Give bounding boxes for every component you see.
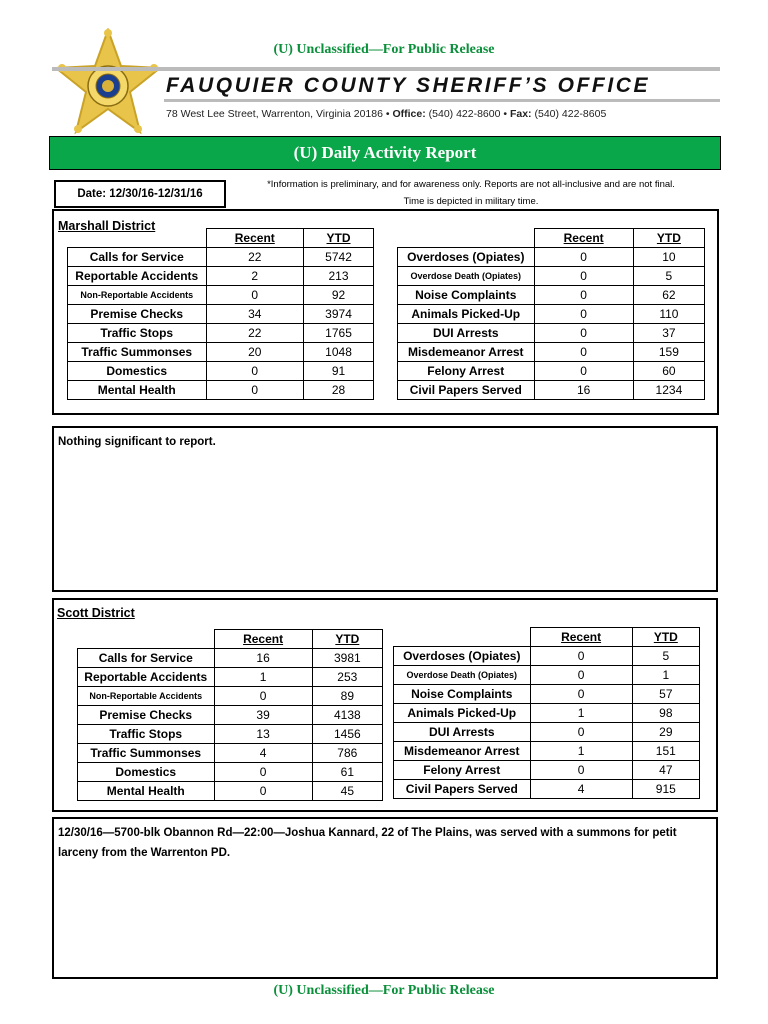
recent-value: 1 [530, 742, 632, 761]
recent-value: 1 [530, 704, 632, 723]
ytd-header: YTD [312, 630, 382, 649]
sheriff-star-badge-icon [52, 28, 164, 136]
recent-header: Recent [530, 628, 632, 647]
ytd-value: 60 [633, 362, 704, 381]
row-label: Calls for Service [78, 649, 215, 668]
header-rule-top [52, 67, 720, 71]
fax-label: Fax: [509, 108, 532, 120]
recent-value: 20 [206, 343, 304, 362]
marshall-district-title: Marshall District [58, 219, 156, 233]
ytd-value: 1456 [312, 725, 382, 744]
row-label: Premise Checks [68, 305, 207, 324]
recent-value: 0 [530, 723, 632, 742]
table-row [398, 381, 705, 400]
recent-value: 1 [214, 668, 312, 687]
ytd-value: 47 [632, 761, 699, 780]
ytd-value: 213 [304, 267, 374, 286]
ytd-value: 5 [633, 267, 704, 286]
agency-address-line: 78 West Lee Street, Warrenton, Virginia 20186 • Office: (540) 422-8600 • Fax: (540) 422-8605 [166, 108, 607, 120]
ytd-value: 37 [633, 324, 704, 343]
row-label: Domestics [78, 763, 215, 782]
recent-header: Recent [214, 630, 312, 649]
row-label: DUI Arrests [394, 723, 531, 742]
ytd-value: 57 [632, 685, 699, 704]
table-row [78, 649, 383, 668]
recent-value: 16 [214, 649, 312, 668]
ytd-header: YTD [633, 229, 704, 248]
classification-top: (U) Unclassified—For Public Release [273, 42, 495, 57]
ytd-value: 3981 [312, 649, 382, 668]
row-label: Traffic Stops [68, 324, 207, 343]
recent-value: 0 [530, 647, 632, 666]
recent-value: 0 [206, 286, 304, 305]
marshall-left-table [67, 228, 374, 400]
narrative-line: Nothing significant to report. [58, 436, 216, 448]
row-label: Reportable Accidents [68, 267, 207, 286]
table-row [398, 267, 705, 286]
table-row [394, 723, 700, 742]
ytd-value: 1 [632, 666, 699, 685]
ytd-value: 92 [304, 286, 374, 305]
ytd-header: YTD [632, 628, 699, 647]
table-row [394, 761, 700, 780]
row-label: Mental Health [78, 782, 215, 801]
recent-value: 0 [534, 343, 633, 362]
recent-value: 0 [534, 248, 633, 267]
row-label: Misdemeanor Arrest [394, 742, 531, 761]
agency-name: FAUQUIER COUNTY SHERIFF’S OFFICE [166, 74, 651, 97]
table-row [68, 324, 374, 343]
fax-phone: (540) 422-8605 [534, 108, 607, 120]
date-range-box: Date: 12/30/16-12/31/16 [54, 180, 226, 208]
row-label: Traffic Summonses [78, 744, 215, 763]
row-label: Traffic Summonses [68, 343, 207, 362]
recent-value: 13 [214, 725, 312, 744]
recent-value: 0 [534, 324, 633, 343]
row-label: DUI Arrests [398, 324, 535, 343]
row-label: Non-Reportable Accidents [68, 286, 207, 305]
table-row [68, 343, 374, 362]
ytd-value: 253 [312, 668, 382, 687]
row-label: Non-Reportable Accidents [78, 687, 215, 706]
header-rule-bottom [164, 99, 720, 102]
ytd-value: 1048 [304, 343, 374, 362]
recent-header: Recent [534, 229, 633, 248]
recent-value: 0 [534, 286, 633, 305]
recent-value: 0 [214, 763, 312, 782]
ytd-value: 62 [633, 286, 704, 305]
table-row [68, 248, 374, 267]
scott-district-title: Scott District [57, 606, 135, 620]
recent-value: 34 [206, 305, 304, 324]
row-label: Overdose Death (Opiates) [398, 267, 535, 286]
scott-narrative [58, 823, 713, 863]
ytd-value: 915 [632, 780, 699, 799]
table-row [68, 381, 374, 400]
recent-value: 0 [530, 666, 632, 685]
recent-value: 22 [206, 248, 304, 267]
row-label: Domestics [68, 362, 207, 381]
table-row [78, 687, 383, 706]
narrative-line: 12/30/16—5700-blk Obannon Rd—22:00—Joshua Kannard, 22 of The Plains, was served with a summons for petit [58, 827, 677, 839]
row-label: Overdose Death (Opiates) [394, 666, 531, 685]
recent-value: 4 [214, 744, 312, 763]
table-row [394, 666, 700, 685]
row-label: Civil Papers Served [398, 381, 535, 400]
row-label: Mental Health [68, 381, 207, 400]
row-label: Animals Picked-Up [394, 704, 531, 723]
row-label: Overdoses (Opiates) [394, 647, 531, 666]
row-label: Traffic Stops [78, 725, 215, 744]
row-label: Noise Complaints [394, 685, 531, 704]
report-title-banner: (U) Daily Activity Report [49, 136, 721, 170]
table-row [394, 704, 700, 723]
table-row [394, 742, 700, 761]
ytd-value: 29 [632, 723, 699, 742]
disclaimer-line-2: Time is depicted in military time. [403, 196, 539, 207]
marshall-right-table [397, 228, 705, 400]
table-row [394, 780, 700, 799]
table-row [398, 324, 705, 343]
ytd-value: 3974 [304, 305, 374, 324]
row-label: Noise Complaints [398, 286, 535, 305]
recent-value: 0 [534, 305, 633, 324]
ytd-value: 159 [633, 343, 704, 362]
recent-value: 16 [534, 381, 633, 400]
table-row [78, 668, 383, 687]
marshall-narrative [58, 432, 708, 452]
table-row [68, 267, 374, 286]
table-row [78, 763, 383, 782]
ytd-value: 61 [312, 763, 382, 782]
row-label: Felony Arrest [398, 362, 535, 381]
street-address: 78 West Lee Street, Warrenton, Virginia 20186 [166, 108, 383, 120]
table-row [78, 725, 383, 744]
ytd-value: 1765 [304, 324, 374, 343]
recent-value: 2 [206, 267, 304, 286]
row-label: Felony Arrest [394, 761, 531, 780]
classification-bottom: (U) Unclassified—For Public Release [273, 983, 495, 998]
table-row [68, 305, 374, 324]
table-row [398, 248, 705, 267]
row-label: Animals Picked-Up [398, 305, 535, 324]
recent-value: 0 [214, 782, 312, 801]
ytd-value: 91 [304, 362, 374, 381]
row-label: Civil Papers Served [394, 780, 531, 799]
table-row [398, 286, 705, 305]
table-row [394, 647, 700, 666]
ytd-value: 1234 [633, 381, 704, 400]
recent-value: 0 [206, 362, 304, 381]
disclaimer-line-1: *Information is preliminary, and for awareness only. Reports are not all-inclusive and are not final. [267, 179, 675, 190]
table-row [68, 362, 374, 381]
ytd-value: 151 [632, 742, 699, 761]
table-row [78, 706, 383, 725]
recent-value: 0 [214, 687, 312, 706]
table-row [394, 685, 700, 704]
row-label: Misdemeanor Arrest [398, 343, 535, 362]
ytd-value: 5742 [304, 248, 374, 267]
ytd-value: 4138 [312, 706, 382, 725]
row-label: Overdoses (Opiates) [398, 248, 535, 267]
ytd-header: YTD [304, 229, 374, 248]
recent-value: 0 [534, 362, 633, 381]
table-row [398, 343, 705, 362]
ytd-value: 10 [633, 248, 704, 267]
ytd-value: 45 [312, 782, 382, 801]
recent-value: 0 [206, 381, 304, 400]
table-row [398, 305, 705, 324]
row-label: Reportable Accidents [78, 668, 215, 687]
recent-value: 0 [530, 685, 632, 704]
row-label: Calls for Service [68, 248, 207, 267]
office-label: Office: [392, 108, 426, 120]
narrative-line: larceny from the Warrenton PD. [58, 847, 231, 859]
table-row [398, 362, 705, 381]
ytd-value: 28 [304, 381, 374, 400]
ytd-value: 98 [632, 704, 699, 723]
ytd-value: 5 [632, 647, 699, 666]
disclaimer [236, 176, 706, 210]
ytd-value: 89 [312, 687, 382, 706]
scott-left-table [77, 629, 383, 801]
recent-value: 0 [530, 761, 632, 780]
recent-header: Recent [206, 229, 304, 248]
office-phone: (540) 422-8600 [428, 108, 501, 120]
ytd-value: 786 [312, 744, 382, 763]
row-label: Premise Checks [78, 706, 215, 725]
recent-value: 22 [206, 324, 304, 343]
recent-value: 39 [214, 706, 312, 725]
scott-right-table [393, 627, 700, 799]
table-row [78, 782, 383, 801]
recent-value: 4 [530, 780, 632, 799]
ytd-value: 110 [633, 305, 704, 324]
table-row [78, 744, 383, 763]
table-row [68, 286, 374, 305]
recent-value: 0 [534, 267, 633, 286]
